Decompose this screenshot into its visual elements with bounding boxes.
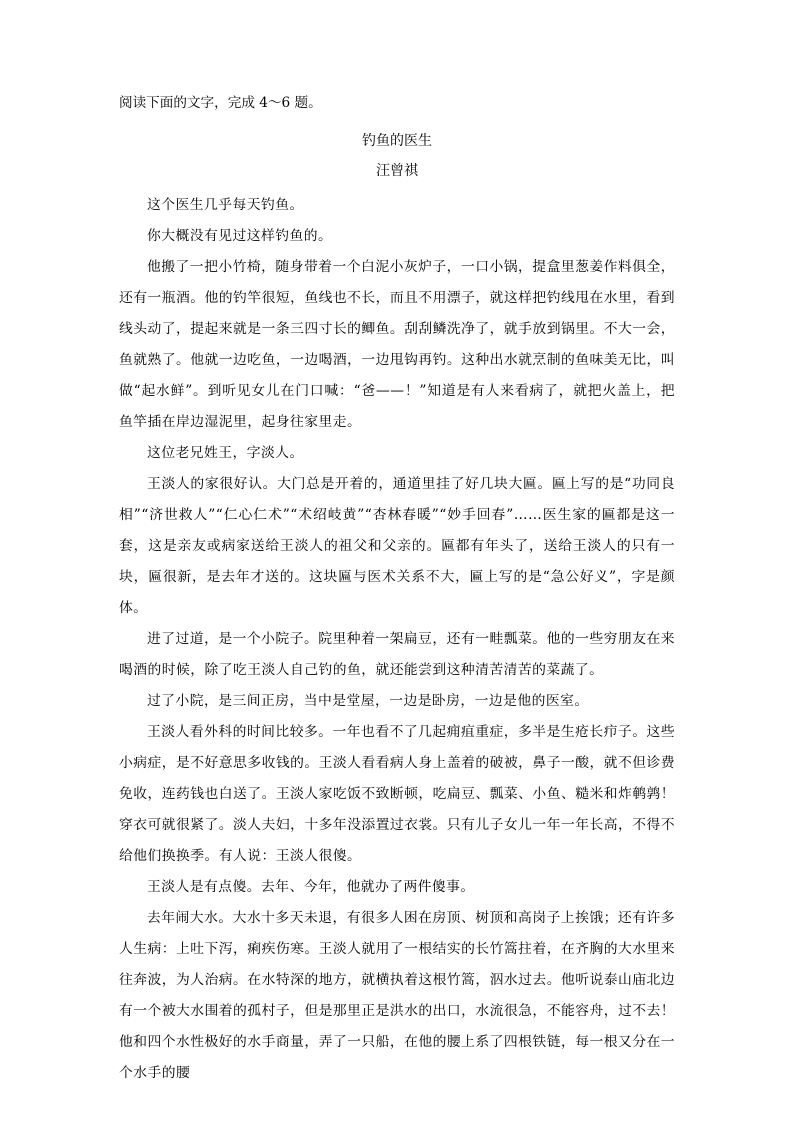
paragraph-3: 他搬了一把小竹椅，随身带着一个白泥小灰炉子，一口小锅，提盒里葱姜作料俱全，还有一瓶酒。他的钓竿很短，鱼线也不长，而且不用漂子，就这样把钓线甩在水里，看到线头动了，提起来就是一条三四寸长的鲫鱼。刮刮鳞洗净了，就手放到锅里。不大一会，鱼就熟了。他就一边吃鱼，一边喝酒，一边甩钩再钓。这种出水就烹制的鱼味美无比，叫做“起水鲜”。到听见女儿在门口喊：“爸——！”知道是有人来看病了，就把火盖上，把鱼竿插在岸边湿泥里，起身往家里走。 bbox=[119, 259, 675, 430]
paragraph-9: 王淡人是有点傻。去年、今年，他就办了两件傻事。 bbox=[147, 879, 475, 895]
article-body bbox=[119, 190, 675, 1089]
reading-instruction: 阅读下面的文字，完成 4～6 题。 bbox=[119, 95, 322, 111]
article-author: 汪曾祺 bbox=[376, 163, 418, 179]
article-title: 钓鱼的医生 bbox=[362, 133, 432, 149]
paragraph-6: 进了过道，是一个小院子。院里种着一架扁豆，还有一畦瓢菜。他的一些穷朋友在来喝酒的时候，除了吃王淡人自己钓的鱼，就还能尝到这种清苦清苦的菜蔬了。 bbox=[119, 631, 675, 678]
paragraph-8: 王淡人看外科的时间比较多。一年也看不了几起痈疽重症，多半是生疮长疖子。这些小病症，是不好意思多收钱的。王淡人看看病人身上盖着的破被，鼻子一酸，就不但诊费免收，连药钱也白送了。王淡人家吃饭不致断顿，吃扁豆、瓢菜、小鱼、糙米和炸鹌鹑！穿衣可就很紧了。淡人夫妇，十多年没添置过衣裳。只有儿子女儿一年一年长高，不得不给他们换换季。有人说：王淡人很傻。 bbox=[119, 724, 675, 864]
paragraph-10: 去年闹大水。大水十多天未退，有很多人困在房顶、树顶和高岗子上挨饿；还有许多人生病：上吐下泻，痢疾伤寒。王淡人就用了一根结实的长竹篙拄着，在齐胸的大水里来往奔波，为人治病。在水特深的地方，就横执着这根竹篙，泅水过去。他听说泰山庙北边有一个被大水围着的孤村子，但是那里正是洪水的出口，水流很急，不能容舟，过不去！他和四个水性极好的水手商量，弄了一只船，在他的腰上系了四根铁链，每一根又分在一个水手的腰 bbox=[119, 910, 675, 1081]
paragraph-5: 王淡人的家很好认。大门总是开着的，通道里挂了好几块大匾。匾上写的是“功同良相”“济世救人”“仁心仁术”“术绍岐黄”“杏林春暖”“妙手回春”……医生家的匾都是这一套，这是亲友或病家送给王淡人的祖父和父亲的。匾都有年头了，送给王淡人的只有一块，匾很新，是去年才送的。这块匾与医术关系不大，匾上写的是“急公好义”，字是颜体。 bbox=[119, 476, 675, 616]
paragraph-4: 这位老兄姓王，字淡人。 bbox=[147, 445, 304, 461]
paragraph-2: 你大概没有见过这样钓鱼的。 bbox=[147, 228, 333, 244]
paragraph-7: 过了小院，是三间正房，当中是堂屋，一边是卧房，一边是他的医室。 bbox=[147, 693, 589, 709]
paragraph-1: 这个医生几乎每天钓鱼。 bbox=[147, 197, 304, 213]
